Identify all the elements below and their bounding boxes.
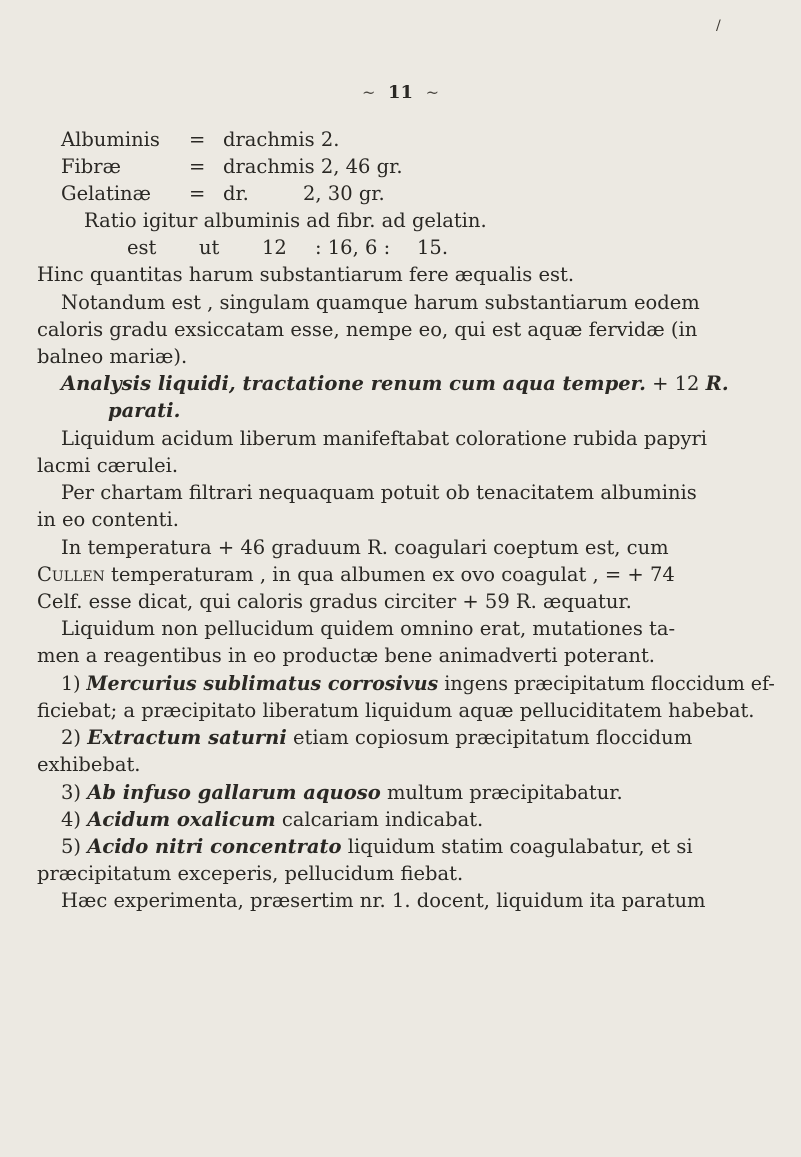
ratio-values-row [127, 235, 449, 261]
text-span: etiam copiosum præcipitatum floccidum [292, 726, 693, 749]
text-span: calcariam indicabat. [281, 808, 484, 831]
reagent-name: Acidum oxalicum [87, 808, 276, 831]
list-number: 2) [61, 726, 82, 749]
text-span: multum præcipitabatur. [386, 781, 623, 804]
list-number: 5) [61, 835, 82, 858]
text-line: exhibebat. [37, 753, 141, 776]
heading-unit: R. [705, 372, 729, 395]
text-line [37, 562, 675, 588]
text-span: liquidum statim coagulabatur, et si [347, 835, 693, 858]
header-ornament-right: ~ [425, 83, 439, 102]
list-item-2 [61, 725, 692, 751]
ratio-sentence: Ratio igitur albuminis ad fibr. ad gelatin. [84, 209, 487, 232]
list-item-4 [61, 807, 483, 833]
header-ornament-left: ~ [362, 83, 376, 102]
ratio-value: drachmis 2. [223, 128, 340, 151]
page-number: 11 [387, 82, 414, 103]
ratio-value-1: 12 [262, 236, 287, 259]
ratio-value-3: 15. [417, 236, 449, 259]
ratio-ut: ut [199, 236, 220, 259]
list-item-5 [61, 834, 693, 860]
reagent-name: Extractum saturni [87, 726, 287, 749]
heading-italic: Analysis liquidi, tractatione renum cum aqua temper. [61, 372, 646, 395]
section-heading-analysis [61, 371, 729, 397]
list-number: 3) [61, 781, 82, 804]
reagent-name: Mercurius sublimatus corrosivus [86, 672, 439, 695]
list-number: 1) [61, 672, 81, 695]
ratio-eq: = [189, 182, 206, 205]
author-name: Cullen [37, 563, 105, 586]
ratio-name: Gelatinæ [61, 182, 151, 205]
text-line: in eo contenti. [37, 508, 179, 531]
text-span: temperaturam , in qua albumen ex ovo coagulat , = + 74 [111, 563, 675, 586]
ratio-row-fibrae [61, 154, 403, 180]
text-line: lacmi cærulei. [37, 454, 179, 477]
ratio-row-albuminis [61, 127, 340, 153]
list-number: 4) [61, 808, 82, 831]
ratio-eq: = [189, 128, 206, 151]
corner-mark: / [716, 18, 721, 34]
text-line: præcipitatum exceperis, pellucidum fiebat. [37, 862, 464, 885]
section-heading-cont [108, 398, 180, 424]
page-header [0, 82, 801, 103]
text-line: Celf. esse dicat, qui caloris gradus circiter + 59 R. æquatur. [37, 590, 632, 613]
ratio-value-2: 2, 30 gr. [303, 182, 385, 205]
ratio-row-gelatinae [61, 181, 385, 207]
ratio-value: dr. [223, 182, 249, 205]
text-line: Per chartam filtrari nequaquam potuit ob tenacitatem albuminis [61, 481, 697, 504]
text-line: Notandum est , singulam quamque harum substantiarum eodem [61, 291, 700, 314]
text-line: Hinc quantitas harum substantiarum fere æqualis est. [37, 263, 575, 286]
reagent-name: Ab infuso gallarum aquoso [87, 781, 381, 804]
text-line: In temperatura + 46 graduum R. coagulari coeptum est, cum [61, 536, 669, 559]
list-item-1 [61, 671, 775, 697]
text-line: Liquidum non pellucidum quidem omnino erat, mutationes ta- [61, 617, 676, 640]
ratio-est: est [127, 236, 157, 259]
heading-temperature: + 12 [652, 372, 700, 395]
ratio-name: Fibræ [61, 155, 121, 178]
reagent-name: Acido nitri concentrato [87, 835, 342, 858]
ratio-eq: = [189, 155, 206, 178]
text-line: Hæc experimenta, præsertim nr. 1. docent, liquidum ita paratum [61, 889, 706, 912]
text-line: ficiebat; a præcipitato liberatum liquidum aquæ pelluciditatem habebat. [37, 699, 755, 722]
text-line: caloris gradu exsiccatam esse, nempe eo, qui est aquæ fervidæ (in [37, 318, 698, 341]
ratio-value-2: : 16, 6 : [315, 236, 391, 259]
text-line: men a reagentibus in eo productæ bene animadverti poterant. [37, 644, 655, 667]
ratio-value: drachmis 2, 46 gr. [223, 155, 403, 178]
list-item-3 [61, 780, 623, 806]
ratio-name: Albuminis [61, 128, 160, 151]
text-span: ingens præcipitatum floccidum ef- [444, 672, 775, 695]
text-line: balneo mariæ). [37, 345, 188, 368]
text-line: Liquidum acidum liberum manifeftabat coloratione rubida papyri [61, 427, 708, 450]
heading-italic: parati. [108, 399, 181, 422]
